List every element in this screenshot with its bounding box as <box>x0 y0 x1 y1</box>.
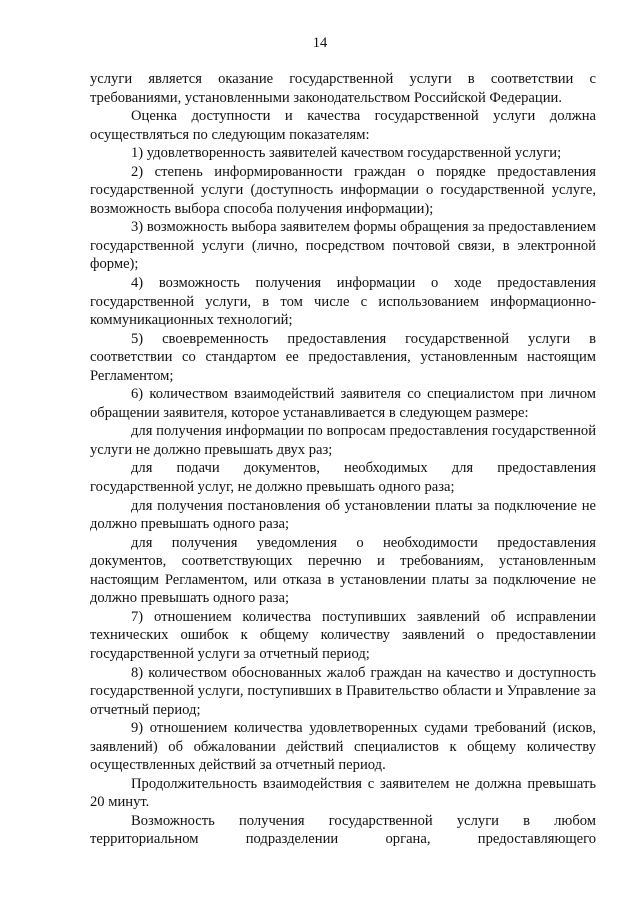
paragraph-subitem-documents: для подачи документов, необходимых для предоставления государственной услуг, не должно превышать одного раза; <box>90 460 596 496</box>
paragraph-territorial-availability: Возможность получения государственной услуги в любом территориальном подразделении органа, предоставляющего <box>90 812 596 848</box>
paragraph-item-8: 8) количеством обоснованных жалоб граждан на качество и доступность государственной услуги, поступивших в Правительство области и Управление за отчетный период; <box>90 664 596 718</box>
paragraph-item-3: 3) возможность выбора заявителем формы обращения за предоставлением государственной услуги (лично, посредством почтовой связи, в электронной форме); <box>90 219 596 273</box>
paragraph-item-4: 4) возможность получения информации о ходе предоставления государственной услуги, в том числе с использованием информационно-коммуникационных технологий; <box>90 275 596 329</box>
paragraph-subitem-information: для получения информации по вопросам предоставления государственной услуги не должно превышать двух раз; <box>90 423 596 458</box>
page-number: 14 <box>312 35 328 51</box>
paragraph-item-9: 9) отношением количества удовлетворенных судами требований (исков, заявлений) об обжаловании действий специалистов к общему количеству осуществленных действий за отчетный период. <box>90 720 596 774</box>
paragraph-item-6: 6) количеством взаимодействий заявителя со специалистом при личном обращении заявителя, которое устанавливается в следующем размере: <box>90 386 596 421</box>
paragraph-assessment-intro: Оценка доступности и качества государственной услуги должна осуществляться по следующим показателям: <box>90 108 596 143</box>
paragraph-continuation: услуги является оказание государственной услуги в соответствии с требованиями, установленными законодательством Российской Федерации. <box>90 71 596 106</box>
paragraph-item-2: 2) степень информированности граждан о порядке предоставления государственной услуги (доступность информации о государственной услуге, возможность выбора способа получения информации); <box>90 163 596 217</box>
paragraph-subitem-resolution: для получения постановления об установлении платы за подключение не должно превышать одного раза; <box>90 497 596 533</box>
paragraph-subitem-notification: для получения уведомления о необходимости предоставления документов, соответствующих перечню и требованиям, установленным настоящим Регламентом, или отказа в установлении платы за подключение не должно превышать одного раза; <box>90 534 596 607</box>
document-body <box>90 70 596 849</box>
paragraph-item-5: 5) своевременность предоставления государственной услуги в соответствии со стандартом ее предоставления, установленным настоящим Регламентом; <box>90 330 596 384</box>
paragraph-duration: Продолжительность взаимодействия с заявителем не должна превышать 20 минут. <box>90 775 596 811</box>
paragraph-item-7: 7) отношением количества поступивших заявлений об исправлении технических ошибок к общему количеству заявлений о предоставлении государственной услуги за отчетный период; <box>90 608 596 662</box>
paragraph-item-1: 1) удовлетворенность заявителей качеством государственной услуги; <box>131 145 562 162</box>
